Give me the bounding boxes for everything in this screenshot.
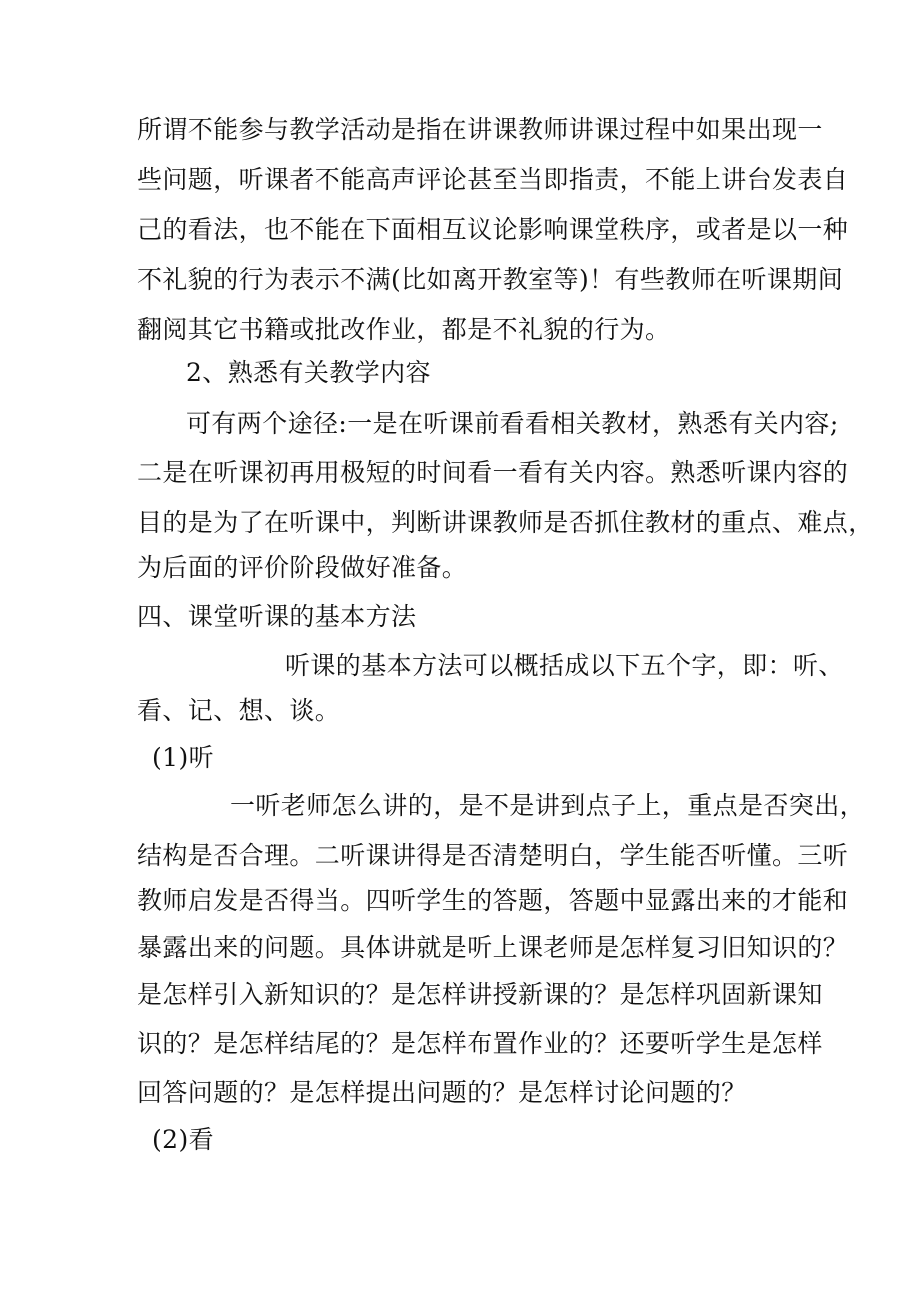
paragraph-line: 一听老师怎么讲的，是不是讲到点子上，重点是否突出， [230,791,866,820]
paragraph-line: 回答问题的？是怎样提出问题的？是怎样讨论问题的？ [137,1078,747,1107]
paragraph-line: 教师启发是否得当。四听学生的答题，答题中显露出来的才能和 [137,886,849,915]
paragraph-line: 翻阅其它书籍或批改作业，都是不礼貌的行为。 [137,315,671,344]
paragraph-line: 可有两个途径:一是在听课前看看相关教材，熟悉有关内容; [186,409,839,438]
paragraph-line: 不礼貌的行为表示不满(比如离开教室等)！有些教师在听课期间 [137,265,844,294]
paragraph-line: 己的看法，也不能在下面相互议论影响课堂秩序，或者是以一种 [137,215,849,244]
paragraph-line: 听课的基本方法可以概括成以下五个字，即：听、 [285,651,844,680]
paragraph-line: 识的？是怎样结尾的？是怎样布置作业的？还要听学生是怎样 [137,1029,823,1058]
subsection-heading: (1)听 [152,743,215,772]
paragraph-line: 所谓不能参与教学活动是指在讲课教师讲课过程中如果出现一 [137,115,823,144]
paragraph-line: 暴露出来的问题。具体讲就是听上课老师是怎样复习旧知识的？ [137,933,849,962]
paragraph-line: 看、记、想、谈。 [137,696,341,725]
section-heading: 2、熟悉有关教学内容 [186,358,431,387]
paragraph-line: 是怎样引入新知识的？是怎样讲授新课的？是怎样巩固新课知 [137,980,823,1009]
paragraph-line: 结构是否合理。二听课讲得是否清楚明白，学生能否听懂。三听 [137,841,849,870]
paragraph-line: 为后面的评价阶段做好准备。 [137,553,468,582]
paragraph-line: 些问题，听课者不能高声评论甚至当即指责，不能上讲台发表自 [137,165,849,194]
section-heading: 四、课堂听课的基本方法 [137,602,417,631]
paragraph-line: 二是在听课初再用极短的时间看一看有关内容。熟悉听课内容的 [137,458,849,487]
paragraph-line: 目的是为了在听课中，判断讲课教师是否抓住教材的重点、难点， [137,508,874,537]
subsection-heading: (2)看 [152,1125,215,1154]
